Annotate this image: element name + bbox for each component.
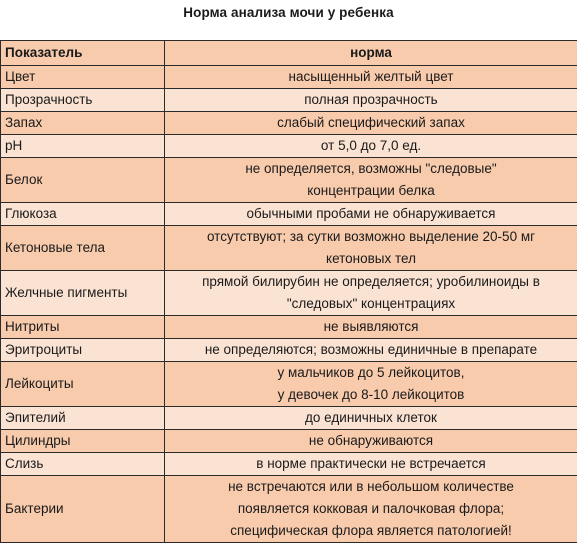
norm-line: насыщенный желтый цвет — [288, 69, 454, 84]
norm-line: полная прозрачность — [304, 92, 438, 107]
norm-cell — [165, 66, 577, 89]
page-title: Норма анализа мочи у ребенка — [183, 5, 394, 20]
table-header-row — [1, 41, 577, 66]
table-row — [1, 430, 577, 453]
norm-line: не обнаруживаются — [308, 433, 434, 448]
table-row — [1, 158, 577, 203]
indicator-cell: Нитриты — [1, 316, 165, 339]
indicator-cell: Слизь — [1, 453, 165, 476]
norm-line: у девочек до 8-10 лейкоцитов — [277, 387, 465, 402]
table-row — [1, 89, 577, 112]
norm-cell — [165, 453, 577, 476]
norm-cell — [165, 203, 577, 226]
norm-line: не встречаются или в небольшом количестве — [228, 479, 514, 494]
norm-cell — [165, 476, 577, 543]
table-row — [1, 407, 577, 430]
table-row — [1, 476, 577, 543]
norm-line: появляется кокковая и палочковая флора; — [237, 501, 505, 516]
indicator-cell: Желчные пигменты — [1, 271, 165, 316]
norm-line: до единичных клеток — [305, 410, 437, 425]
norm-line: не определяется, возможны "следовые" — [245, 161, 497, 176]
norm-line: слабый специфический запах — [277, 115, 465, 130]
table-row — [1, 339, 577, 362]
norm-cell — [165, 226, 577, 271]
indicator-cell: Белок — [1, 158, 165, 203]
indicator-cell: Цвет — [1, 66, 165, 89]
norm-line: специфическая флора является патологией! — [230, 523, 512, 538]
indicator-cell: Глюкоза — [1, 203, 165, 226]
norm-line: у мальчиков до 5 лейкоцитов, — [277, 365, 465, 380]
indicator-cell: Кетоновые тела — [1, 226, 165, 271]
norm-line: от 5,0 до 7,0 ед. — [320, 138, 422, 153]
indicator-cell: Лейкоциты — [1, 362, 165, 407]
header-indicator: Показатель — [1, 41, 165, 66]
indicator-cell: pH — [1, 135, 165, 158]
norm-cell — [165, 135, 577, 158]
norm-line: концентрации белка — [307, 183, 435, 198]
indicator-cell: Запах — [1, 112, 165, 135]
table-row — [1, 362, 577, 407]
indicator-cell: Прозрачность — [1, 89, 165, 112]
table-body — [1, 66, 577, 543]
table-row — [1, 203, 577, 226]
norm-line: "следовых" концентрациях — [286, 296, 456, 311]
norm-cell — [165, 271, 577, 316]
norm-cell — [165, 407, 577, 430]
table-row — [1, 271, 577, 316]
indicator-cell: Цилиндры — [1, 430, 165, 453]
indicator-cell: Бактерии — [1, 476, 165, 543]
norm-line: обычными пробами не обнаруживается — [246, 206, 496, 221]
norm-cell — [165, 158, 577, 203]
indicator-cell: Эритроциты — [1, 339, 165, 362]
norm-line: не определяются; возможны единичные в препарате — [204, 342, 538, 357]
norm-cell — [165, 362, 577, 407]
norm-cell — [165, 339, 577, 362]
norm-line: не выявляются — [323, 319, 419, 334]
table-row — [1, 226, 577, 271]
header-norm: норма — [165, 41, 577, 66]
norm-cell — [165, 112, 577, 135]
norm-line: прямой билирубин не определяется; уробилиноиды в — [202, 274, 540, 289]
norm-line: отсутствуют; за сутки возможно выделение 20-50 мг — [206, 229, 536, 244]
norm-cell — [165, 316, 577, 339]
table-row — [1, 453, 577, 476]
urine-norm-table — [0, 40, 577, 543]
norm-line: кетоновых тел — [326, 251, 416, 266]
norm-line: в норме практически не встречается — [256, 456, 486, 471]
indicator-cell: Эпителий — [1, 407, 165, 430]
norm-cell — [165, 89, 577, 112]
table-row — [1, 112, 577, 135]
table-row — [1, 66, 577, 89]
norm-cell — [165, 430, 577, 453]
table-row — [1, 316, 577, 339]
urine-norm-table-container — [0, 40, 577, 543]
table-row — [1, 135, 577, 158]
